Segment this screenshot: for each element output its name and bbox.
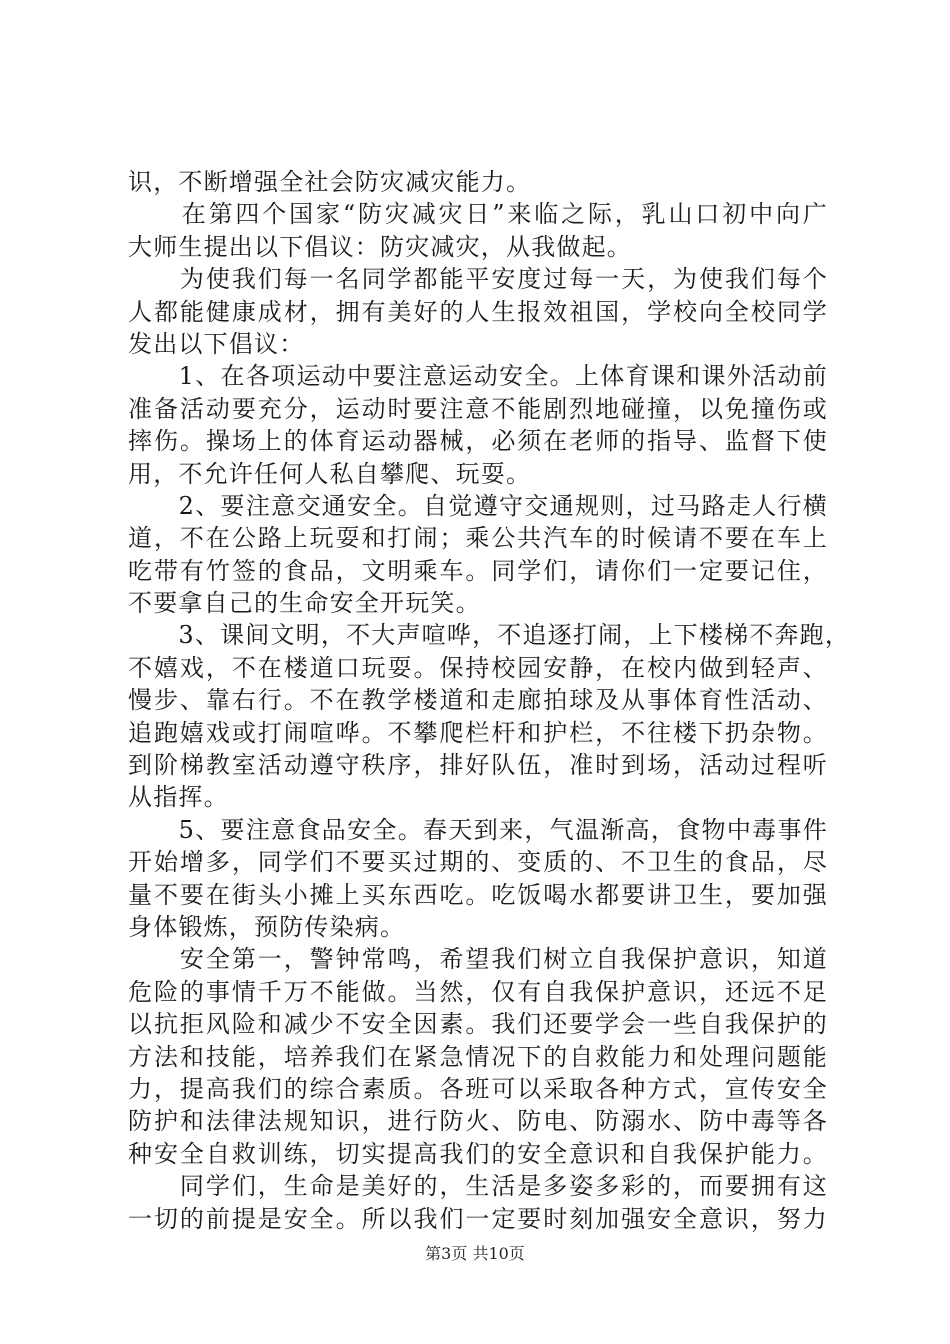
text-line: 为使我们每一名同学都能平安度过每一天，为使我们每个 [128, 265, 828, 294]
text-line: 量不要在街头小摊上买东西吃。吃饭喝水都要讲卫生，要加强 [128, 880, 828, 909]
text-line: 防护和法律法规知识，进行防火、防电、防溺水、防中毒等各 [128, 1107, 828, 1136]
text-line: 身体锻炼，预防传染病。 [128, 912, 406, 941]
page-number-footer: 第3页 共10页 [425, 1244, 525, 1263]
text-line: 力，提高我们的综合素质。各班可以采取各种方式，宣传安全 [128, 1074, 828, 1103]
text-line: 方法和技能，培养我们在紧急情况下的自救能力和处理问题能 [128, 1042, 828, 1071]
text-line: 危险的事情千万不能做。当然，仅有自我保护意识，还远不足 [128, 977, 828, 1006]
text-line: 用，不允许任何人私自攀爬、玩耍。 [128, 459, 532, 488]
text-line: 以抗拒风险和减少不安全因素。我们还要学会一些自我保护的 [128, 1010, 828, 1039]
text-line: 2、要注意交通安全。自觉遵守交通规则，过马路走人行横 [128, 491, 828, 520]
text-line: 道，不在公路上玩耍和打闹；乘公共汽车的时候请不要在车上 [128, 524, 828, 553]
text-line: 大师生提出以下倡议：防灾减灾，从我做起。 [128, 232, 632, 261]
text-line: 开始增多，同学们不要买过期的、变质的、不卫生的食品，尽 [128, 848, 828, 877]
text-line: 同学们，生命是美好的，生活是多姿多彩的，而要拥有这 [128, 1172, 828, 1201]
text-line: 人都能健康成材，拥有美好的人生报效祖国，学校向全校同学 [128, 297, 828, 326]
text-line: 一切的前提是安全。所以我们一定要时刻加强安全意识，努力 [128, 1204, 828, 1233]
text-line: 不嬉戏，不在楼道口玩耍。保持校园安静，在校内做到轻声、 [128, 653, 828, 682]
text-line: 不要拿自己的生命安全开玩笑。 [128, 589, 481, 618]
text-line: 吃带有竹签的食品，文明乘车。同学们，请你们一定要记住， [128, 556, 828, 585]
text-line: 识，不断增强全社会防灾减灾能力。 [128, 168, 532, 196]
text-line: 在第四个国家“防灾减灾日”来临之际，乳山口初中向广 [128, 200, 828, 229]
text-line: 慢步、靠右行。不在教学楼道和走廊拍球及从事体育性活动、 [128, 686, 828, 715]
text-line: 5、要注意食品安全。春天到来，气温渐高，食物中毒事件 [128, 815, 828, 844]
text-line: 从指挥。 [128, 783, 229, 812]
text-line: 到阶梯教室活动遵守秩序，排好队伍，准时到场，活动过程听 [128, 751, 828, 780]
text-line: 追跑嬉戏或打闹喧哗。不攀爬栏杆和护栏，不往楼下扔杂物。 [128, 718, 828, 747]
text-line: 1、在各项运动中要注意运动安全。上体育课和课外活动前 [128, 362, 828, 391]
text-line: 准备活动要充分，运动时要注意不能剧烈地碰撞，以免撞伤或 [128, 394, 828, 423]
text-line: 摔伤。操场上的体育运动器械，必须在老师的指导、监督下使 [128, 427, 828, 456]
text-line: 发出以下倡议： [128, 329, 305, 358]
text-line: 安全第一，警钟常鸣，希望我们树立自我保护意识，知道 [128, 945, 828, 974]
document-body [128, 166, 851, 1235]
text-line: 种安全自救训练，切实提高我们的安全意识和自我保护能力。 [128, 1139, 828, 1168]
text-line: 3、课间文明，不大声喧哗，不追逐打闹，上下楼梯不奔跑， [128, 621, 851, 650]
